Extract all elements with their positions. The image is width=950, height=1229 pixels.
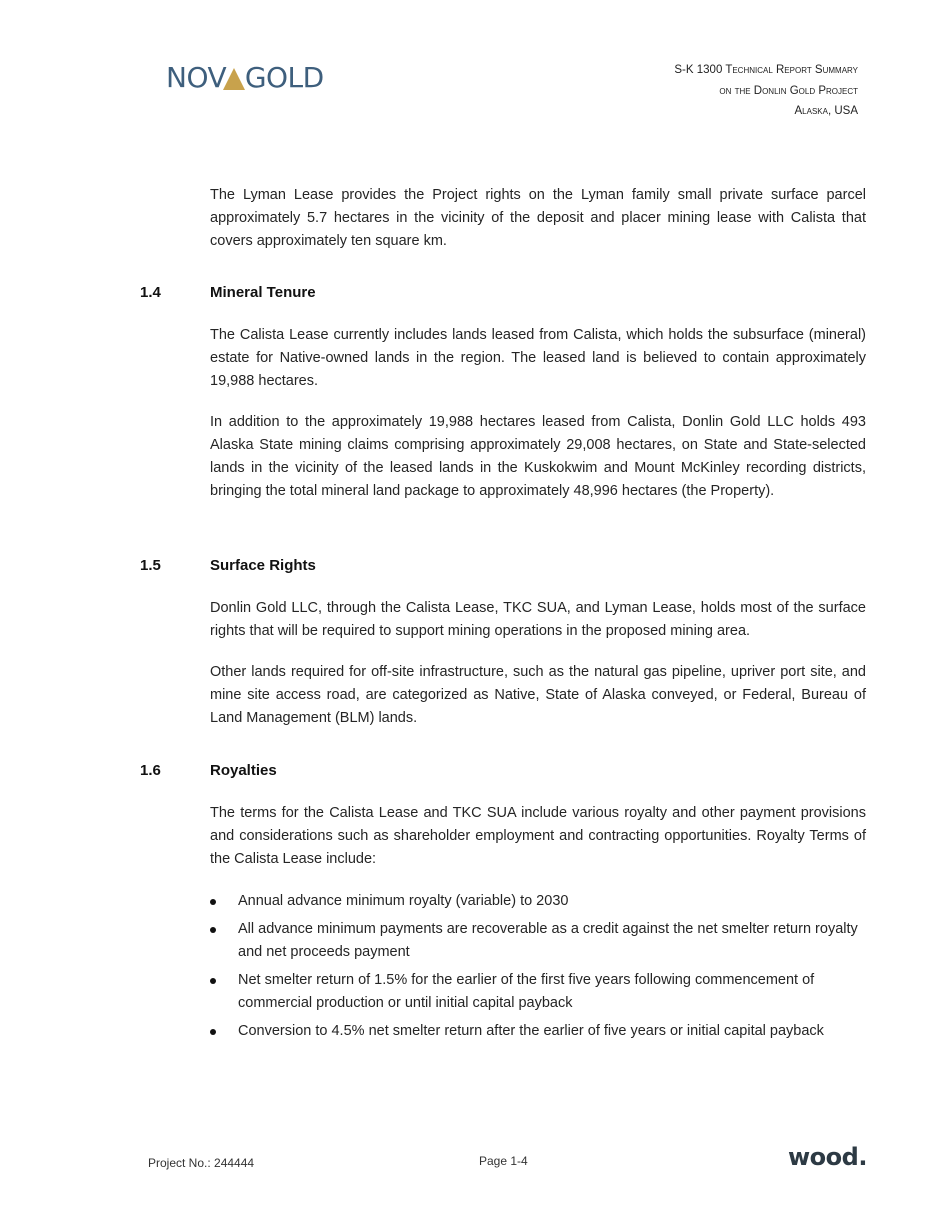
section-1-5-paragraph-1: [210, 597, 866, 643]
list-item: [210, 890, 866, 913]
logo-text-left: NOV: [166, 61, 227, 94]
report-title-block: [674, 60, 858, 122]
royalty-terms-list: [210, 890, 866, 1048]
intro-paragraph: The Lyman Lease provides the Project rights on the Lyman family small private surface parcel approximately 5.7 hectares in the vicinity of the deposit and placer mining lease with Calista that covers approximately ten square km.: [210, 187, 866, 249]
body-paragraph: The Calista Lease currently includes lands leased from Calista, which holds the subsurface (mineral) estate for Native-owned lands in the region. The leased land is believed to contain approximately 19,988 hectares.: [210, 327, 866, 389]
wood-logo: wood.: [788, 1143, 867, 1171]
list-item: [210, 918, 866, 964]
list-item-text: All advance minimum payments are recoverable as a credit against the net smelter return royalty and net proceeds payment: [238, 921, 858, 960]
project-number: Project No.: 244444: [148, 1156, 255, 1170]
body-paragraph: Donlin Gold LLC, through the Calista Lease, TKC SUA, and Lyman Lease, holds most of the surface rights that will be required to support mining operations in the proposed mining area.: [210, 600, 866, 639]
list-item: [210, 1020, 866, 1043]
report-title-line1: S-K 1300 Technical Report Summary: [674, 64, 858, 76]
section-number: 1.4: [140, 284, 161, 301]
bullet-icon: [210, 1029, 216, 1035]
section-title-surface-rights: Surface Rights: [210, 557, 316, 574]
list-item-text: Net smelter return of 1.5% for the earlier of the first five years following commencement of commercial production or until initial capital payback: [238, 972, 815, 1011]
body-paragraph: The terms for the Calista Lease and TKC SUA include various royalty and other payment provisions and considerations such as shareholder employment and contracting opportunities. Royalty Terms of the Calista Lease include:: [210, 805, 866, 867]
logo-text-right: GOLD: [244, 61, 324, 94]
section-title-mineral-tenure: Mineral Tenure: [210, 284, 316, 301]
section-1-6-paragraph-1: [210, 802, 866, 871]
page-number: Page 1-4: [479, 1154, 528, 1168]
intro-block: [210, 184, 866, 253]
list-item-text: Annual advance minimum royalty (variable) to 2030: [238, 893, 569, 909]
body-paragraph: In addition to the approximately 19,988 hectares leased from Calista, Donlin Gold LLC holds 493 Alaska State mining claims comprising approximately 29,008 hectares, on State and State-selected lands in the vicinity of the leased lands in the Kuskokwim and Mount McKinley recording districts, bringing the total mineral land package to approximately 48,996 hectares (the Property).: [210, 414, 866, 499]
section-number: 1.5: [140, 557, 161, 574]
list-item: [210, 969, 866, 1015]
list-item-text: Conversion to 4.5% net smelter return after the earlier of five years or initial capital payback: [238, 1023, 824, 1039]
logo-gold-a-icon: [223, 68, 245, 90]
bullet-icon: [210, 927, 216, 933]
section-1-4-paragraph-2: [210, 411, 866, 503]
bullet-icon: [210, 899, 216, 905]
section-number: 1.6: [140, 762, 161, 779]
section-1-4-paragraph-1: [210, 324, 866, 393]
section-1-5-paragraph-2: [210, 661, 866, 730]
bullet-icon: [210, 978, 216, 984]
section-title-royalties: Royalties: [210, 762, 277, 779]
body-paragraph: Other lands required for off-site infrastructure, such as the natural gas pipeline, upriver port site, and mine site access road, are categorized as Native, State of Alaska conveyed, or Federal, Bureau of Land Management (BLM) lands.: [210, 664, 866, 726]
report-title-line3: Alaska, USA: [794, 105, 858, 117]
report-title-line2: on the Donlin Gold Project: [719, 84, 858, 97]
